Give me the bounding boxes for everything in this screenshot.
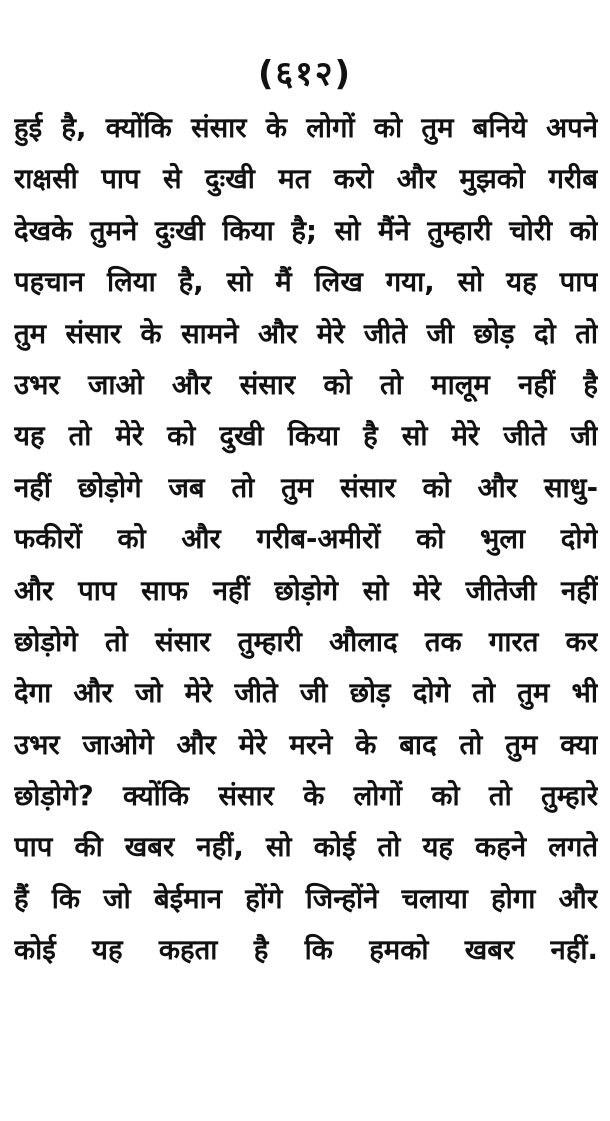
body-text [14, 103, 598, 977]
text-line: यह तो मेरे को दुखी किया है सो मेरे जीते जी [14, 420, 598, 453]
text-line: तुम संसार के सामने और मेरे जीते जी छोड़ दो तो [14, 317, 598, 350]
text-line: और पाप साफ नहीं छोड़ोगे सो मेरे जीतेजी नहीं [14, 574, 598, 607]
text-line: नहीं छोड़ोगे जब तो तुम संसार को और साधु- [14, 471, 598, 504]
text-line: छोड़ोगे तो संसार तुम्हारी औलाद तक गारत कर [14, 625, 598, 658]
text-line: छोड़ोगे? क्योंकि संसार के लोगों को तो तुम्हारे [14, 780, 598, 813]
text-line: फकीरों को और गरीब-अमीरों को भुला दोगे [14, 523, 598, 556]
page-number: (६१२) [257, 54, 353, 94]
text-line: देगा और जो मेरे जीते जी छोड़ दोगे तो तुम भी [14, 677, 598, 710]
text-line: उभर जाओगे और मेरे मरने के बाद तो तुम क्या [14, 728, 598, 761]
text-line: पहचान लिया है, सो मैं लिख गया, सो यह पाप [14, 266, 598, 299]
text-line: देखके तुमने दुःखी किया है; सो मैंने तुम्हारी चोरी को [14, 214, 598, 247]
text-line: हैं कि जो बेईमान होंगे जिन्होंने चलाया होगा और [14, 882, 598, 915]
text-line: कोई यह कहता है कि हमको खबर नहीं. [14, 934, 598, 967]
text-line: पाप की खबर नहीं, सो कोई तो यह कहने लगते [14, 831, 598, 864]
text-line: राक्षसी पाप से दुःखी मत करो और मुझको गरीब [14, 163, 598, 196]
text-line: उभर जाओ और संसार को तो मालूम नहीं है [14, 368, 598, 401]
text-line: हुई है, क्योंकि संसार के लोगों को तुम बनिये अपने [14, 112, 598, 144]
